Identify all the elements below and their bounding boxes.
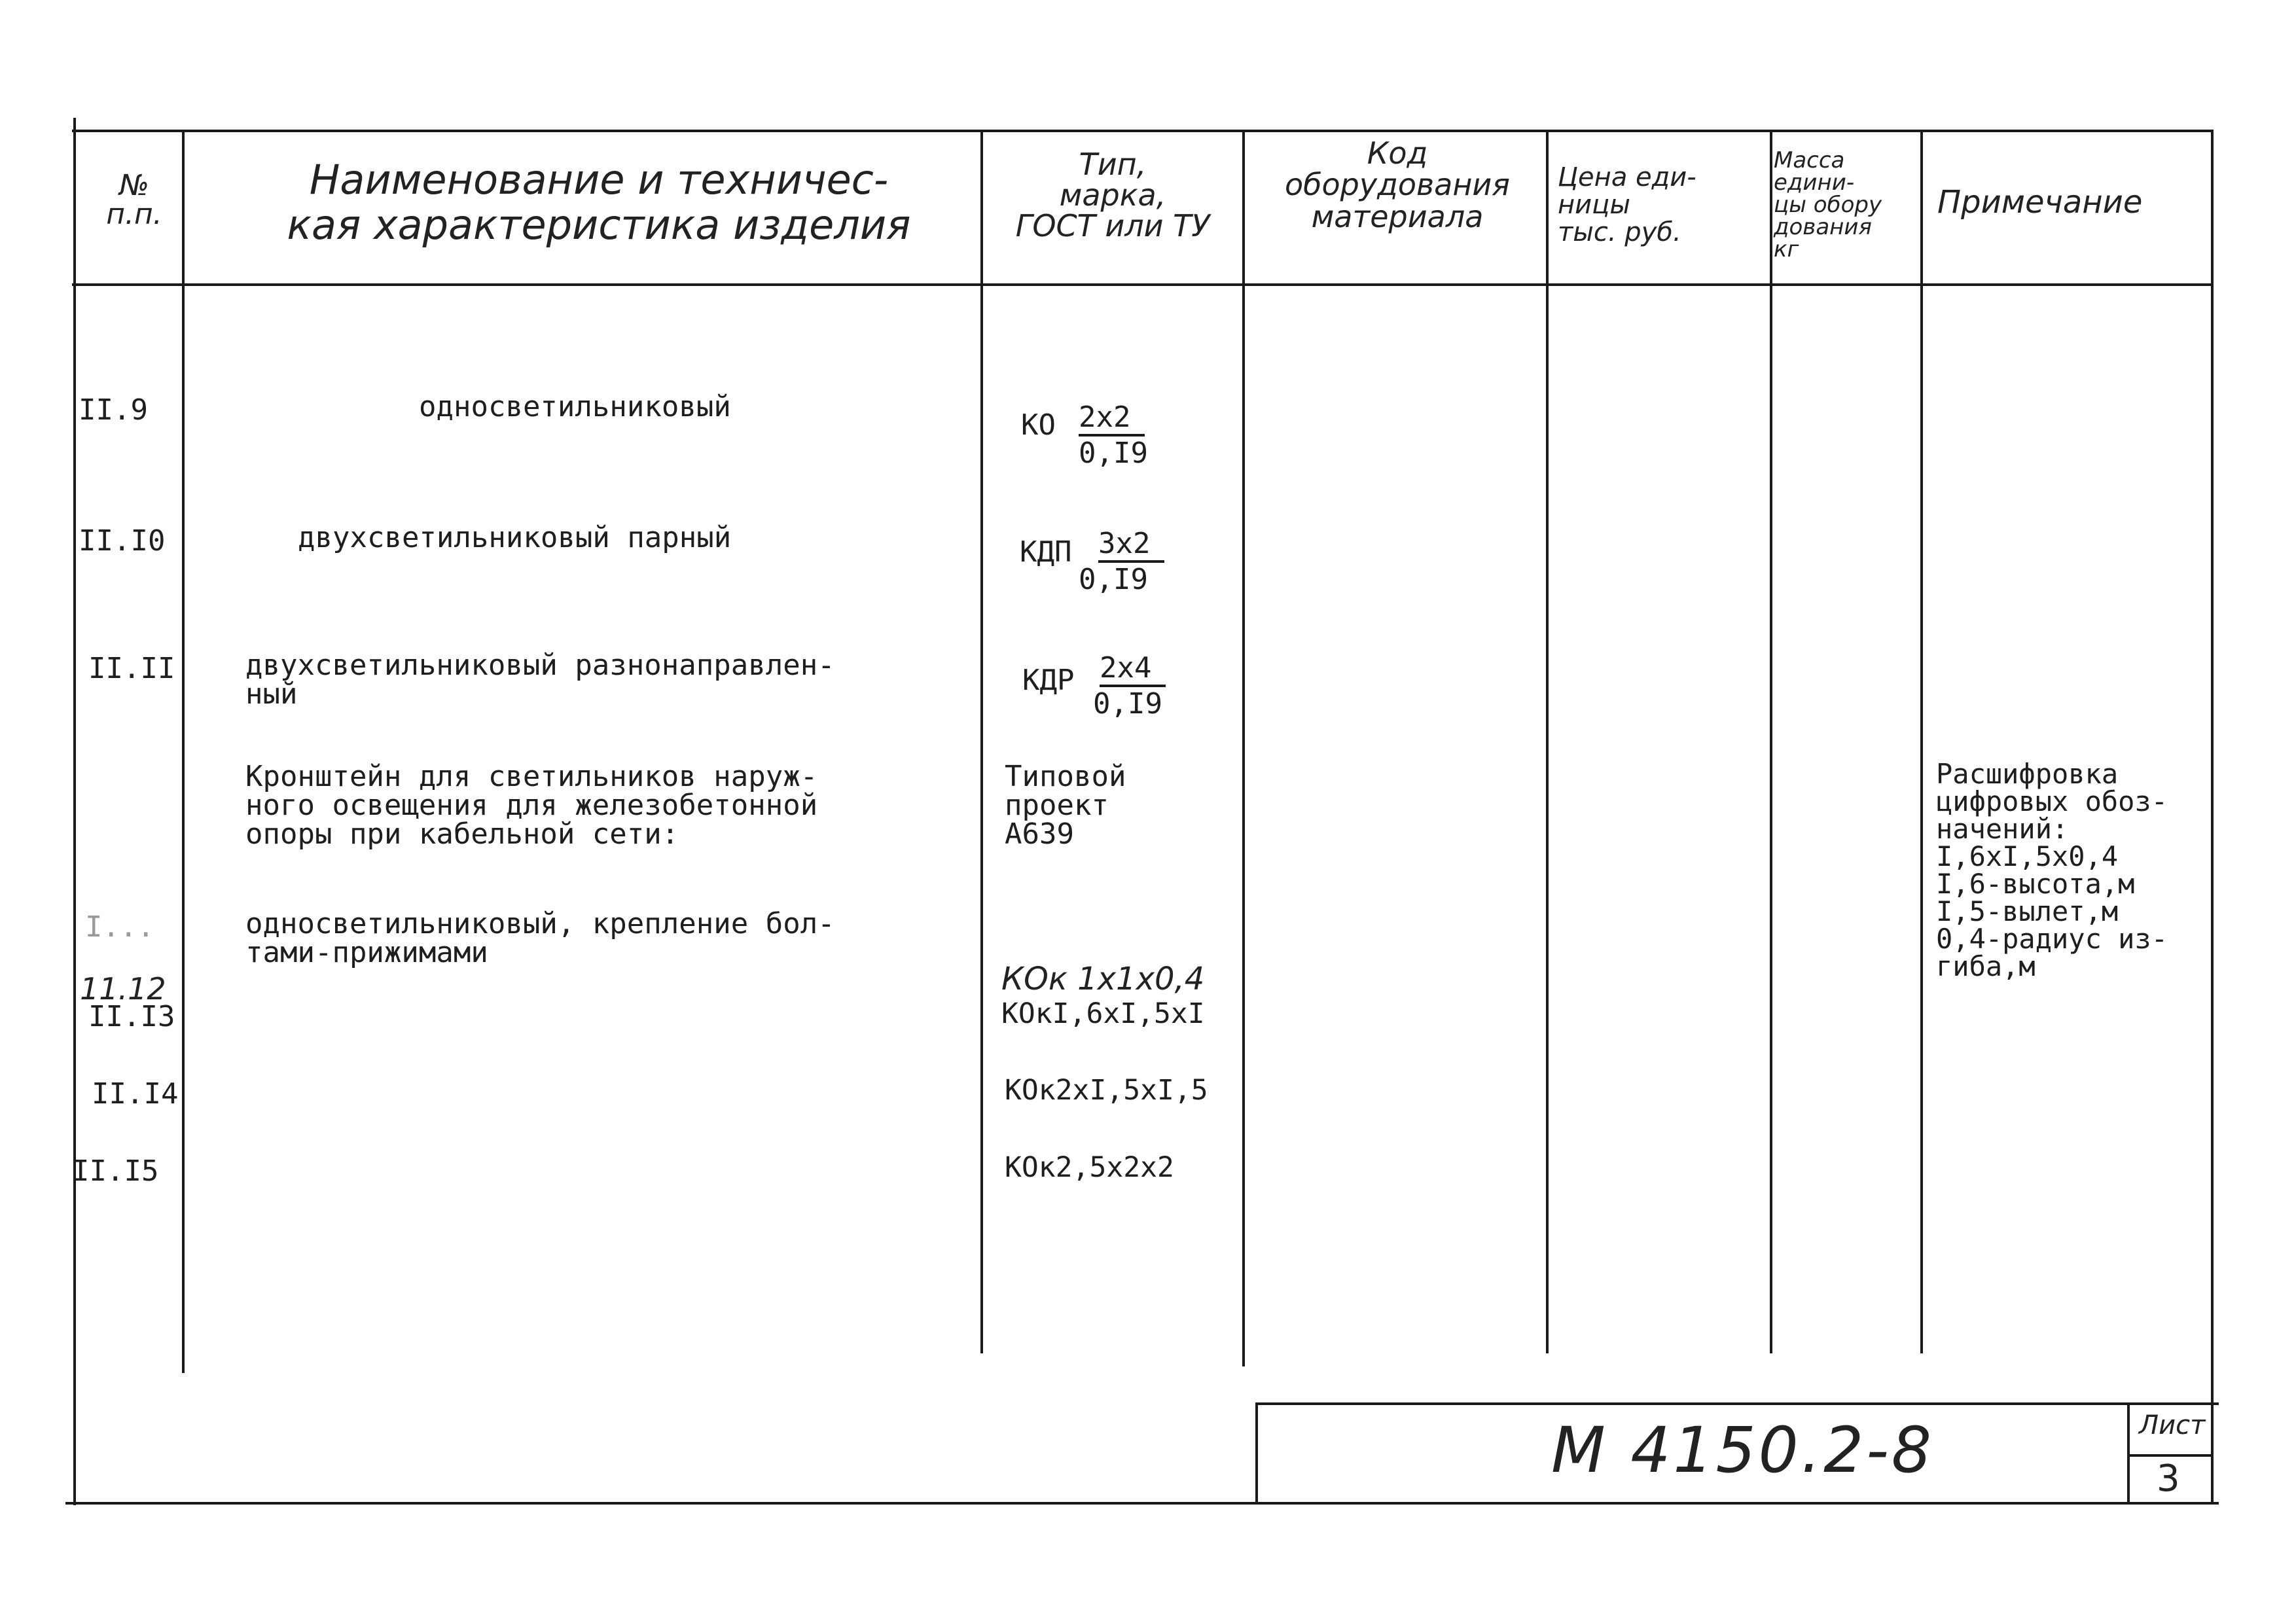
row-name: двухсветильниковый разнонаправлен- ный bbox=[245, 649, 835, 711]
row-type: КОкI,6хI,5хI bbox=[1001, 997, 1205, 1030]
header-col-price: Цена еди- ницы тыс. руб. bbox=[1558, 162, 1696, 247]
row-num: II.I0 bbox=[79, 524, 166, 558]
row-type-fraction bbox=[1079, 527, 1164, 596]
stamp-sheet-divider bbox=[2127, 1402, 2130, 1504]
row-num: II.I5 bbox=[72, 1154, 159, 1188]
row-type-prefix: КДП bbox=[1020, 535, 1072, 569]
col-line-7 bbox=[2211, 130, 2214, 1504]
fraction-bottom: 0,I9 bbox=[1079, 563, 1148, 596]
fraction-bottom: 0,I9 bbox=[1079, 437, 1148, 470]
row-name: двухсветильниковый парный bbox=[298, 521, 732, 554]
col-line-5 bbox=[1770, 130, 1772, 1353]
document-code: М 4150.2-8 bbox=[1551, 1414, 1934, 1487]
row-type: КОк2,5х2х2 bbox=[1005, 1151, 1174, 1184]
row-num: 11.12 bbox=[80, 971, 166, 1007]
bracket-note: Расшифровка цифровых обоз- начений: I,6хI,5х0,4 I,6-высота,м I,5-вылет,м 0,4-радиус из- гиба,м bbox=[1936, 758, 2168, 982]
row-type-fraction bbox=[1079, 401, 1148, 470]
stamp-top-border bbox=[1257, 1402, 2219, 1405]
bracket-type: Типовой проект А639 bbox=[1005, 760, 1126, 851]
fraction-top: 2х2 bbox=[1079, 401, 1145, 437]
row-type-prefix: КО bbox=[1021, 408, 1056, 442]
row-name: односветильниковый bbox=[419, 390, 731, 423]
sub-name: односветильниковый, крепление бол- тами-прижимами bbox=[245, 907, 835, 969]
header-col-num: № п.п. bbox=[106, 169, 162, 231]
row-type-prefix: КДР bbox=[1022, 664, 1075, 697]
sheet-label: Лист bbox=[2139, 1410, 2206, 1440]
col-line-0 bbox=[73, 118, 76, 1505]
stamp-sheet-mid bbox=[2127, 1454, 2212, 1457]
col-line-6 bbox=[1920, 130, 1923, 1353]
header-col-code: Код оборудования материала bbox=[1285, 135, 1510, 234]
col-line-2 bbox=[980, 130, 983, 1353]
bracket-name: Кронштейн для светильников наруж- ного освещения для железобетонной опоры при кабельной сети: bbox=[245, 760, 818, 851]
header-col-type: Тип, марка, ГОСТ или ТУ bbox=[1015, 147, 1210, 243]
row-num-faded: I... bbox=[85, 910, 154, 944]
row-num: II.I3 bbox=[88, 1000, 175, 1033]
row-num: II.I4 bbox=[92, 1077, 179, 1111]
row-type: КОк 1х1х0,4 bbox=[1001, 961, 1205, 997]
stamp-left-border bbox=[1255, 1402, 1258, 1504]
page-bottom-border bbox=[65, 1502, 2219, 1505]
header-bottom-border bbox=[72, 283, 2212, 286]
header-col-name: Наименование и техничес- кая характеристика изделия bbox=[287, 156, 911, 249]
table-top-border bbox=[72, 130, 2212, 132]
fraction-top: 2х4 bbox=[1100, 651, 1166, 687]
row-type-fraction bbox=[1093, 651, 1166, 721]
col-line-1 bbox=[182, 130, 185, 1373]
row-type: КОк2хI,5хI,5 bbox=[1005, 1074, 1208, 1107]
sheet-number: 3 bbox=[2157, 1457, 2180, 1500]
fraction-bottom: 0,I9 bbox=[1093, 687, 1162, 721]
row-num: II.II bbox=[88, 652, 175, 685]
col-line-4 bbox=[1546, 130, 1549, 1353]
header-col-note: Примечание bbox=[1937, 184, 2143, 221]
fraction-top: 3х2 bbox=[1098, 527, 1164, 563]
col-line-3 bbox=[1242, 130, 1245, 1366]
header-col-mass: Масса едини- цы обору дования кг bbox=[1774, 147, 1882, 262]
row-num: II.9 bbox=[79, 393, 148, 427]
